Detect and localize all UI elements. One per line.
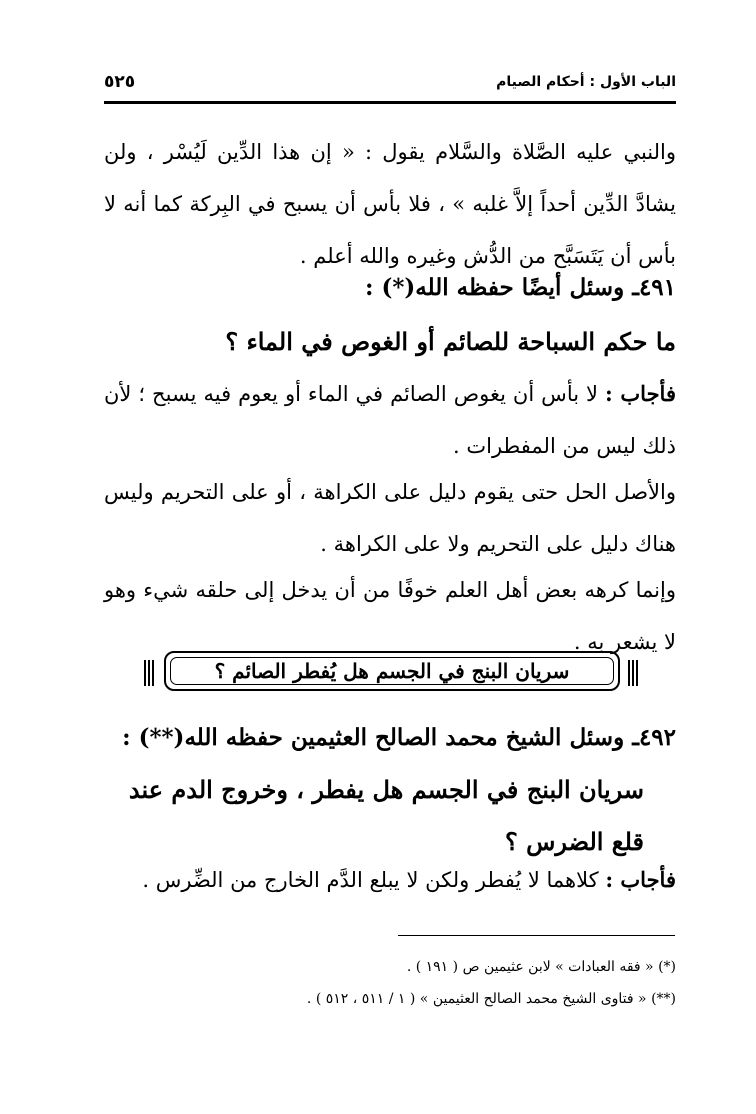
- banner-ornament-left: [144, 660, 156, 686]
- page-number: ٥٢٥: [104, 72, 136, 92]
- banner-ornament-right: [628, 660, 640, 686]
- opening-paragraph: والنبي عليه الصَّلاة والسَّلام يقول : « إن هذا الدِّين لَيُسْر ، ولن يشادَّ الدِّين أحداً إلاَّ غلبه » ، فلا بأس أن يسبح في البِركة كما أنه لا بأس أن يَتَسَبَّح من الدُّش وغيره والله أعلم .: [104, 140, 676, 268]
- footnote-2: (**) « فتاوى الشيخ محمد الصالح العثيمين » ( ١ / ٥١١ ، ٥١٢ ) .: [306, 991, 676, 1007]
- answer-label: فأجاب :: [605, 867, 676, 892]
- answer-text: كلاهما لا يُفطر ولكن لا يبلع الدَّم الخارج من الضِّرس .: [142, 868, 599, 892]
- question-491-heading: ٤٩١ـ وسئل أيضًا حفظه الله(*) :: [365, 274, 676, 301]
- question-492-text: سريان البنج في الجسم هل يفطر ، وخروج الدم عند قلع الضرس ؟: [128, 775, 644, 856]
- footnote-rule: [398, 935, 675, 936]
- running-header: [104, 72, 676, 100]
- chapter-title: الباب الأول : أحكام الصيام: [496, 74, 676, 90]
- answer-491: [104, 368, 676, 472]
- paragraph-scholars: وإنما كرهه بعض أهل العلم خوفًا من أن يدخل إلى حلقه شيء وهو لا يشعر به .: [104, 578, 676, 654]
- footnote-1: (*) « فقه العبادات » لابن عثيمين ص ( ١٩١ ) .: [406, 959, 676, 975]
- question-491-text: ما حكم السباحة للصائم أو الغوص في الماء ؟: [225, 327, 676, 356]
- answer-label: فأجاب :: [605, 381, 676, 406]
- section-banner: [142, 651, 642, 691]
- section-banner-title: سريان البنج في الجسم هل يُفطر الصائم ؟: [164, 651, 620, 691]
- paragraph-ruling: والأصل الحل حتى يقوم دليل على الكراهة ، أو على التحريم وليس هناك دليل على التحريم ولا على الكراهة .: [104, 480, 676, 556]
- answer-text: لا بأس أن يغوص الصائم في الماء أو يعوم فيه يسبح ؛ لأن ذلك ليس من المفطرات .: [104, 382, 676, 458]
- answer-492: [104, 854, 676, 906]
- question-492-heading: ٤٩٢ـ وسئل الشيخ محمد الصالح العثيمين حفظه الله(**) :: [122, 724, 676, 751]
- header-rule: [104, 101, 676, 104]
